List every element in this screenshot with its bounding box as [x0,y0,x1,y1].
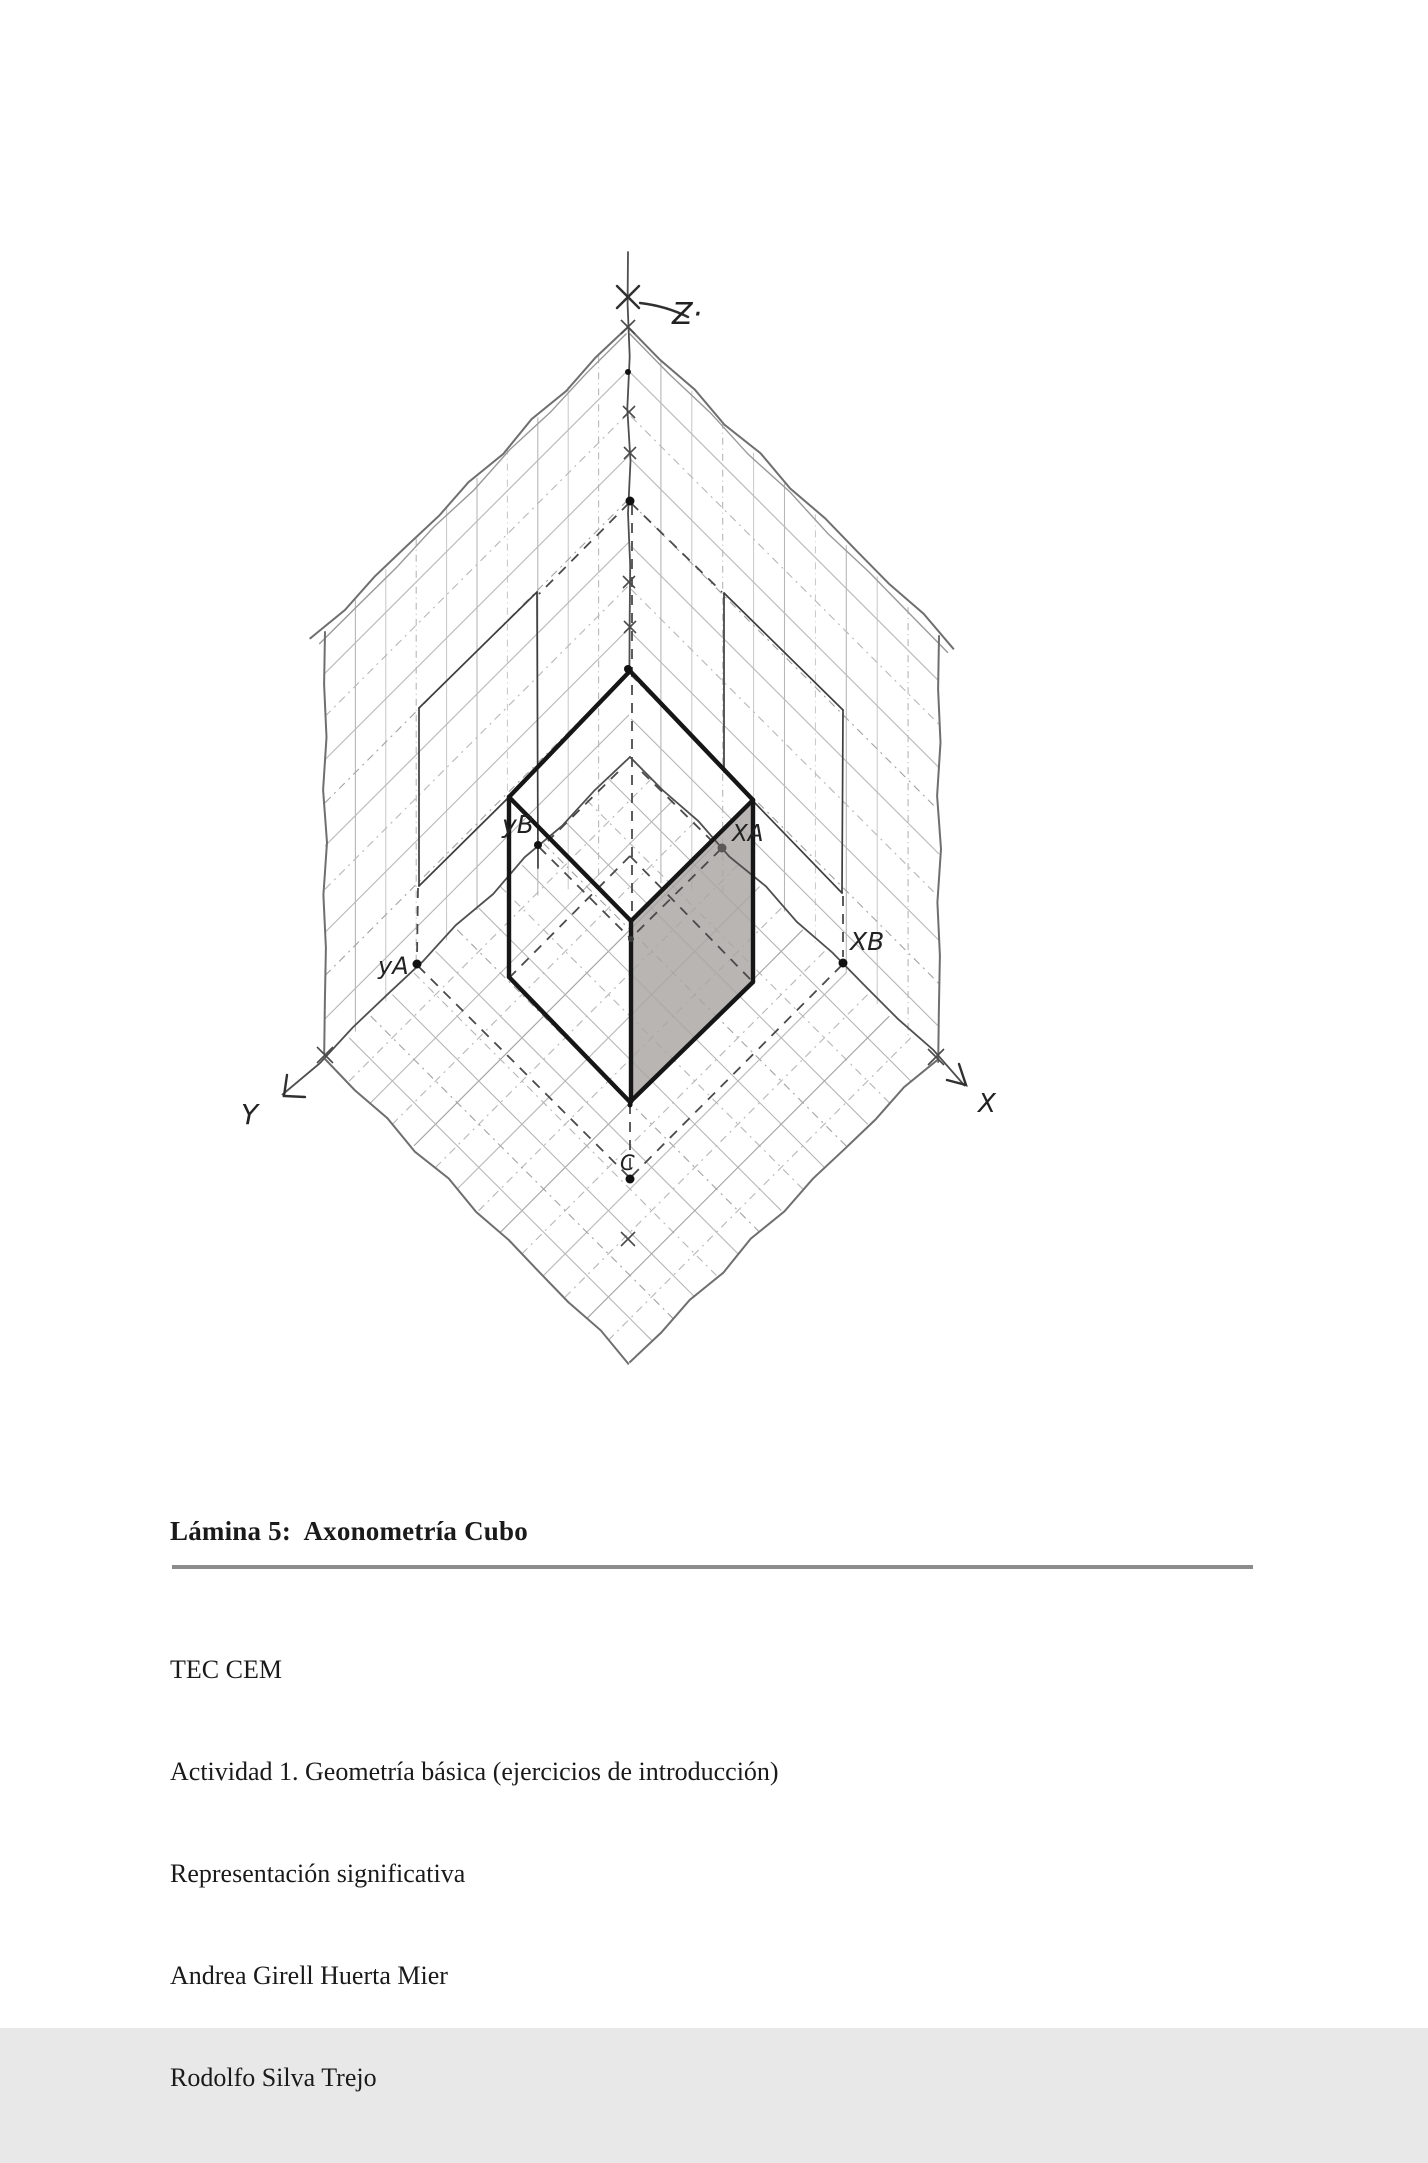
point-label-ya: yA [378,952,409,980]
z-axis-label: Z· [672,297,703,332]
point-label-xb: XB [850,927,885,956]
info-line-author-1: Andrea Girell Huerta Mier [170,1961,448,1990]
info-line-activity: Actividad 1. Geometría básica (ejercicios de introducción) [170,1757,779,1786]
point-label-c: C [620,1151,635,1175]
info-line-author-2: Rodolfo Silva Trejo [170,2063,377,2092]
point-label-yb: yB [502,810,534,839]
x-axis-label: X [978,1089,996,1119]
info-line-representation: Representación significativa [170,1859,466,1888]
info-block [170,1585,779,2163]
projection-rectangles [419,592,843,893]
y-axis-label: Y [241,1098,259,1131]
sheet-title: Lámina 5: Axonometría Cubo [170,1516,528,1546]
point-label-xa: XA [732,821,764,847]
info-line-course: TEC CEM [170,1655,282,1684]
divider-rule [172,1565,1253,1569]
